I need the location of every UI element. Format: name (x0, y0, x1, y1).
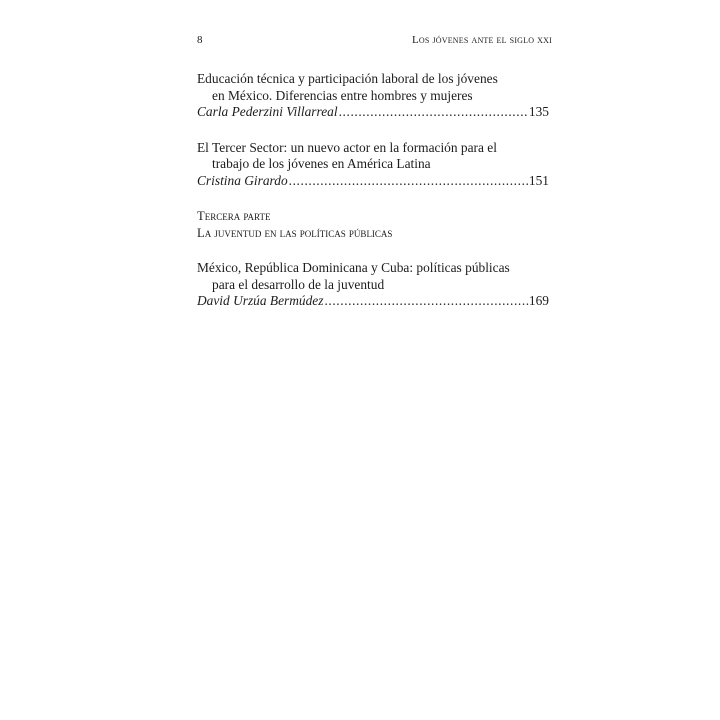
toc-entry-author: David Urzúa Bermúdez (197, 293, 324, 308)
part-title: La juventud en las políticas públicas (197, 225, 393, 240)
toc-entry-author: Cristina Girardo (197, 172, 288, 188)
toc-entry-title-line: Educación técnica y participación laboral de los jóvenes (197, 71, 498, 86)
toc-entry-title-line: trabajo de los jóvenes en América Latina (212, 156, 431, 171)
toc-entry-page: 135 (528, 104, 549, 119)
toc-entry-author-line (197, 104, 549, 121)
toc-entry-author-line (197, 293, 549, 310)
toc-entry-page: 169 (528, 293, 549, 308)
dot-leader (288, 173, 529, 190)
part-label: Tercera parte (197, 209, 271, 223)
toc-entry-author: Carla Pederzini Villarreal (197, 104, 338, 119)
toc-entry-page: 151 (528, 172, 549, 188)
toc-entry-title-line: para el desarrollo de la juventud (212, 276, 385, 292)
toc-entry (197, 140, 549, 190)
toc-entry (197, 260, 549, 310)
toc-entry-author-line (197, 173, 549, 190)
toc-entry-title-line: en México. Diferencias entre hombres y mujeres (212, 87, 473, 103)
page-number: 8 (197, 34, 203, 46)
part-heading (197, 208, 549, 241)
dot-leader (323, 293, 528, 310)
running-head: Los jóvenes ante el siglo xxi (411, 34, 552, 46)
toc-entry-title-line: El Tercer Sector: un nuevo actor en la formación para el (197, 139, 497, 155)
toc-entry (197, 71, 549, 121)
table-of-contents (197, 71, 549, 329)
toc-entry-title-line: México, República Dominicana y Cuba: políticas públicas (197, 260, 510, 275)
dot-leader (338, 104, 529, 121)
